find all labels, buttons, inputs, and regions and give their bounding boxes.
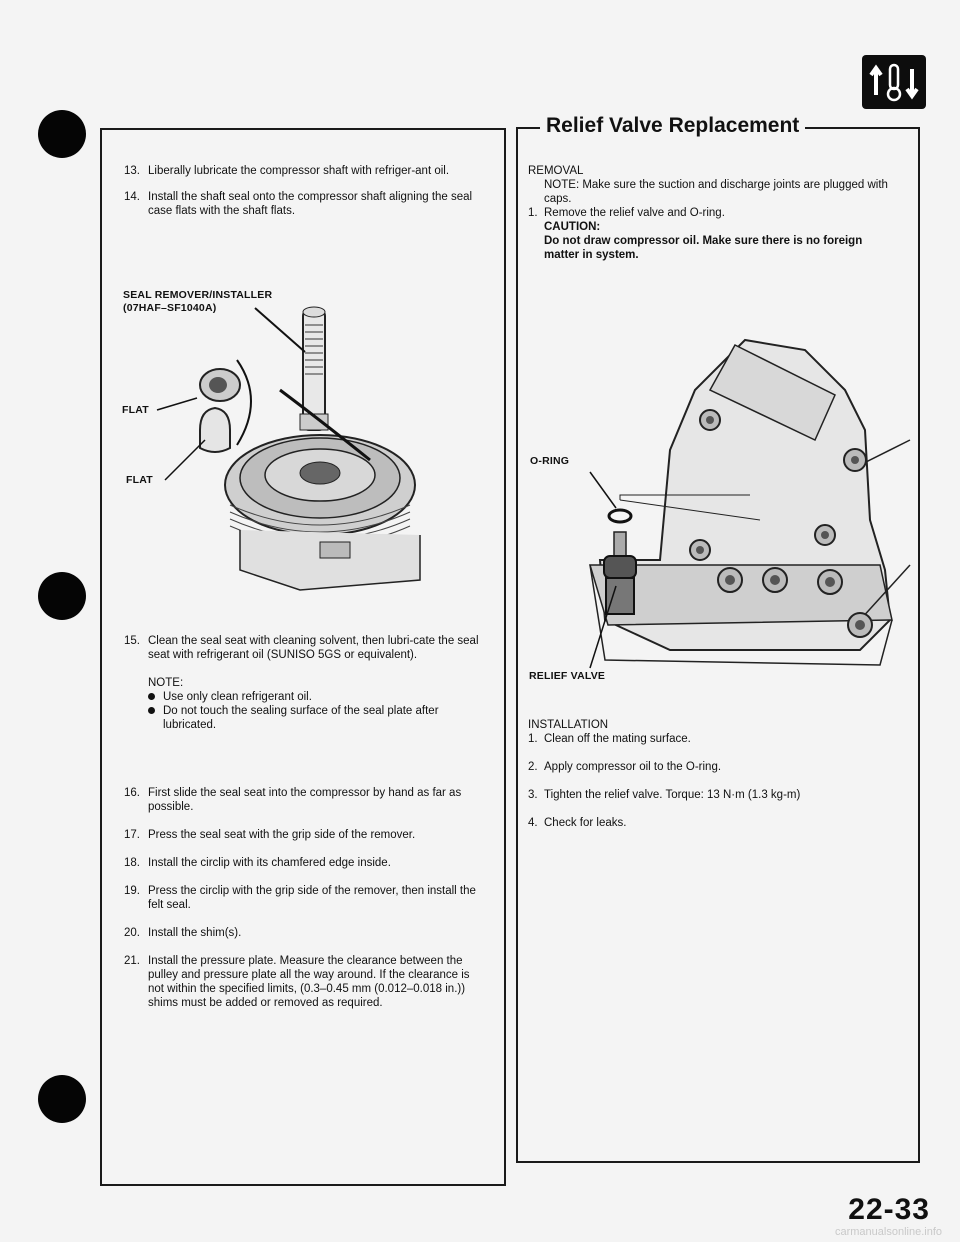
bullet-dot	[148, 707, 155, 714]
step-number: 13.	[124, 165, 140, 177]
binder-hole	[38, 110, 86, 158]
removal-block	[528, 164, 900, 262]
o-ring-label: O-RING	[530, 455, 570, 467]
step-text: Install the shaft seal onto the compressor shaft aligning the seal case flats with the shaft flats.	[148, 191, 473, 217]
removal-step-1	[528, 206, 900, 220]
install-step-3	[528, 788, 900, 802]
note-text: Do not touch the sealing surface of the seal plate after lubricated.	[163, 705, 439, 731]
step-text: Check for leaks.	[544, 817, 627, 829]
watermark: carmanualsonline.info	[834, 1226, 942, 1238]
step-number: 18.	[124, 857, 140, 869]
step-number: 20.	[124, 927, 140, 939]
install-step-1	[528, 732, 900, 746]
install-step-2	[528, 760, 900, 774]
steps-top	[110, 164, 480, 218]
steps-bottom	[110, 786, 480, 1010]
step-text: First slide the seal seat into the compressor by hand as far as possible.	[148, 787, 462, 813]
tool-name: SEAL REMOVER/INSTALLER	[123, 289, 273, 301]
install-step-4	[528, 816, 900, 830]
tool-part-number: (07HAF–SF1040A)	[123, 302, 217, 314]
note-label: NOTE:	[148, 677, 184, 689]
step-17	[110, 828, 480, 842]
step-text: Apply compressor oil to the O-ring.	[544, 761, 722, 773]
step-13	[110, 164, 480, 178]
step-text: Remove the relief valve and O-ring.	[544, 207, 725, 219]
step-text: Press the seal seat with the grip side of the remover.	[148, 829, 416, 841]
tool-label	[123, 289, 272, 315]
relief-valve-figure	[520, 320, 912, 690]
note-bullet	[148, 704, 480, 732]
step-number: 14.	[124, 191, 140, 203]
installation-block	[528, 718, 900, 830]
installation-heading: INSTALLATION	[528, 719, 609, 731]
step-15	[110, 634, 480, 662]
step-number: 4.	[528, 817, 538, 829]
thermometer-arrows-icon	[862, 55, 926, 109]
step-text: Install the circlip with its chamfered edge inside.	[148, 857, 391, 869]
step-text: Tighten the relief valve. Torque: 13 N·m (1.3 kg-m)	[544, 789, 801, 801]
binder-hole	[38, 572, 86, 620]
step-16	[110, 786, 480, 814]
step-text: Liberally lubricate the compressor shaft with refriger-ant oil.	[148, 165, 450, 177]
step-text: Clean off the mating surface.	[544, 733, 691, 745]
step-18	[110, 856, 480, 870]
step-number: 19.	[124, 885, 140, 897]
step-number: 15.	[124, 635, 140, 647]
step-number: 21.	[124, 955, 140, 967]
step-text: Install the pressure plate. Measure the clearance between the pulley and pressure plate all the way around. If the clearance is not within the specified limits, (0.3–0.45 mm (0.012–0.018 in.)) shims must be added or removed as required.	[148, 955, 470, 1009]
flat-label-2: FLAT	[126, 474, 153, 486]
step-15-block	[110, 634, 480, 732]
step-14	[110, 190, 480, 218]
binder-hole	[38, 1075, 86, 1123]
step-number: 1.	[528, 207, 538, 219]
step-number: 16.	[124, 787, 140, 799]
section-title: Relief Valve Replacement	[540, 114, 805, 138]
step-number: 3.	[528, 789, 538, 801]
step-text: Install the shim(s).	[148, 927, 242, 939]
step-number: 2.	[528, 761, 538, 773]
removal-heading: REMOVAL	[528, 165, 584, 177]
page-number: 22-33	[848, 1193, 930, 1226]
note-text: Use only clean refrigerant oil.	[163, 691, 312, 703]
step-21	[110, 954, 480, 1010]
step-number: 17.	[124, 829, 140, 841]
step-text: Clean the seal seat with cleaning solvent, then lubri-cate the seal seat with refrigerant oil (SUNISO 5GS or equivalent).	[148, 635, 479, 661]
removal-note: NOTE: Make sure the suction and discharge joints are plugged with caps.	[544, 179, 888, 205]
step-text: Press the circlip with the grip side of the remover, then install the felt seal.	[148, 885, 476, 911]
step-20	[110, 926, 480, 940]
caution-label: CAUTION:	[544, 221, 601, 233]
flat-label-1: FLAT	[122, 404, 149, 416]
seal-installer-figure	[105, 280, 500, 600]
step-19	[110, 884, 480, 912]
bullet-dot	[148, 693, 155, 700]
caution-text: Do not draw compressor oil. Make sure there is no foreign matter in system.	[544, 235, 863, 261]
step-number: 1.	[528, 733, 538, 745]
note-bullet	[148, 690, 480, 704]
relief-valve-label: RELIEF VALVE	[529, 670, 606, 682]
